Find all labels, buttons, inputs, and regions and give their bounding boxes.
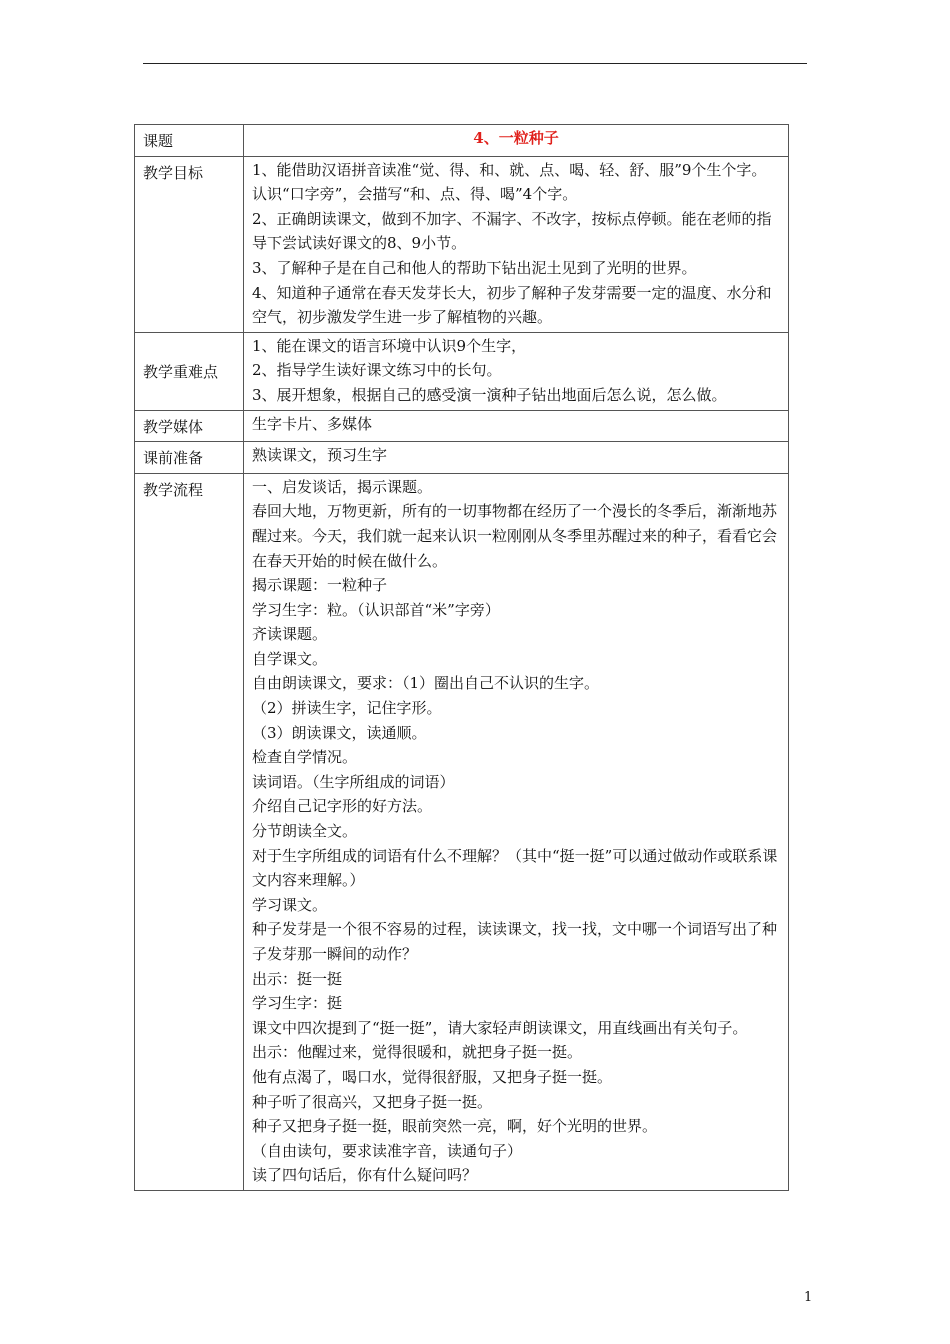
- process-line: 学习生字：粒。（认识部首“米”字旁）: [252, 600, 500, 619]
- process-line: 种子听了很高兴，又把身子挺一挺。: [252, 1092, 493, 1111]
- process-line: 检查自学情况。: [252, 748, 358, 767]
- lesson-title: 4、一粒种子: [244, 125, 789, 157]
- page-number: 1: [804, 1290, 813, 1305]
- objective-item: 2、正确朗读课文，做到不加字、不漏字、不改字，按标点停顿。能在老师的指导下尝试读好课文的8、9小节。: [252, 209, 772, 253]
- process-line: 读了四句话后，你有什么疑问吗？: [252, 1166, 478, 1185]
- process-line: 介绍自己记字形的好方法。: [252, 797, 433, 816]
- preparation-text: 熟读课文，预习生字: [252, 446, 388, 465]
- process-line: 种子又把身子挺一挺，眼前突然一亮，啊，好个光明的世界。: [252, 1117, 658, 1136]
- process-line: （3）朗读课文，读通顺。: [252, 723, 427, 742]
- title-label: 课题: [135, 125, 244, 157]
- process-line: 学习课文。: [252, 895, 328, 914]
- objective-item: 4、知道种子通常在春天发芽长大，初步了解种子发芽需要一定的温度、水分和空气，初步激发学生进一步了解植物的兴趣。: [252, 283, 772, 327]
- row-preparation: [135, 442, 789, 474]
- process-line: 春回大地，万物更新，所有的一切事物都在经历了一个漫长的冬季后，渐渐地苏醒过来。今天，我们就一起来认识一粒刚刚从冬季里苏醒过来的种子，看看它会在春天开始的时候在做什么。: [252, 502, 778, 570]
- process-content: [244, 473, 789, 1190]
- process-line: 一、启发谈话，揭示课题。: [252, 477, 433, 496]
- objectives-content: [244, 156, 789, 332]
- process-line: 自学课文。: [252, 649, 328, 668]
- objectives-label: 教学目标: [135, 156, 244, 332]
- preparation-content: [244, 442, 789, 474]
- row-process: [135, 473, 789, 1190]
- process-line: （2）拼读生字，记住字形。: [252, 699, 442, 718]
- row-objectives: [135, 156, 789, 332]
- process-line: 自由朗读课文，要求：（1）圈出自己不认识的生字。: [252, 674, 600, 693]
- process-line: 种子发芽是一个很不容易的过程，读读课文，找一找，文中哪一个词语写出了种子发芽那一瞬间的动作？: [252, 920, 778, 963]
- key-point-item: 1、能在课文的语言环境中认识9个生字，: [252, 336, 527, 355]
- row-media: [135, 410, 789, 442]
- process-line: 齐读课题。: [252, 625, 328, 644]
- process-line: 学习生字：挺: [252, 994, 343, 1013]
- key-points-content: [244, 332, 789, 410]
- key-point-item: 3、展开想象，根据自己的感受演一演种子钻出地面后怎么说，怎么做。: [252, 385, 727, 404]
- key-points-label: 教学重难点: [135, 332, 244, 410]
- process-line: （自由读句，要求读准字音，读通句子）: [252, 1141, 523, 1160]
- media-label: 教学媒体: [135, 410, 244, 442]
- process-line: 他有点渴了，喝口水，觉得很舒服，又把身子挺一挺。: [252, 1067, 613, 1086]
- objective-item: 3、了解种子是在自己和他人的帮助下钻出泥土见到了光明的世界。: [252, 258, 697, 277]
- lesson-plan-table: [134, 124, 789, 1191]
- process-line: 出示：他醒过来，觉得很暖和，就把身子挺一挺。: [252, 1043, 583, 1062]
- process-line: 读词语。（生字所组成的词语）: [252, 772, 455, 791]
- media-content: [244, 410, 789, 442]
- media-text: 生字卡片、多媒体: [252, 414, 373, 433]
- process-line: 对于生字所组成的词语有什么不理解？（其中“挺一挺”可以通过做动作或联系课文内容来理解。）: [252, 846, 778, 890]
- objective-item: 1、能借助汉语拼音读准“觉、得、和、就、点、喝、轻、舒、服”9个生个字。认识“口字旁”，会描写“和、点、得、喝”4个字。: [252, 160, 767, 204]
- key-point-item: 2、指导学生读好课文练习中的长句。: [252, 361, 502, 380]
- row-title: [135, 125, 789, 157]
- process-label: 教学流程: [135, 473, 244, 1190]
- preparation-label: 课前准备: [135, 442, 244, 474]
- process-line: 课文中四次提到了“挺一挺”，请大家轻声朗读课文，用直线画出有关句子。: [252, 1018, 748, 1037]
- process-line: 揭示课题：一粒种子: [252, 576, 388, 595]
- header-rule: [143, 63, 807, 64]
- row-key-points: [135, 332, 789, 410]
- process-line: 出示：挺一挺: [252, 969, 343, 988]
- process-line: 分节朗读全文。: [252, 822, 358, 841]
